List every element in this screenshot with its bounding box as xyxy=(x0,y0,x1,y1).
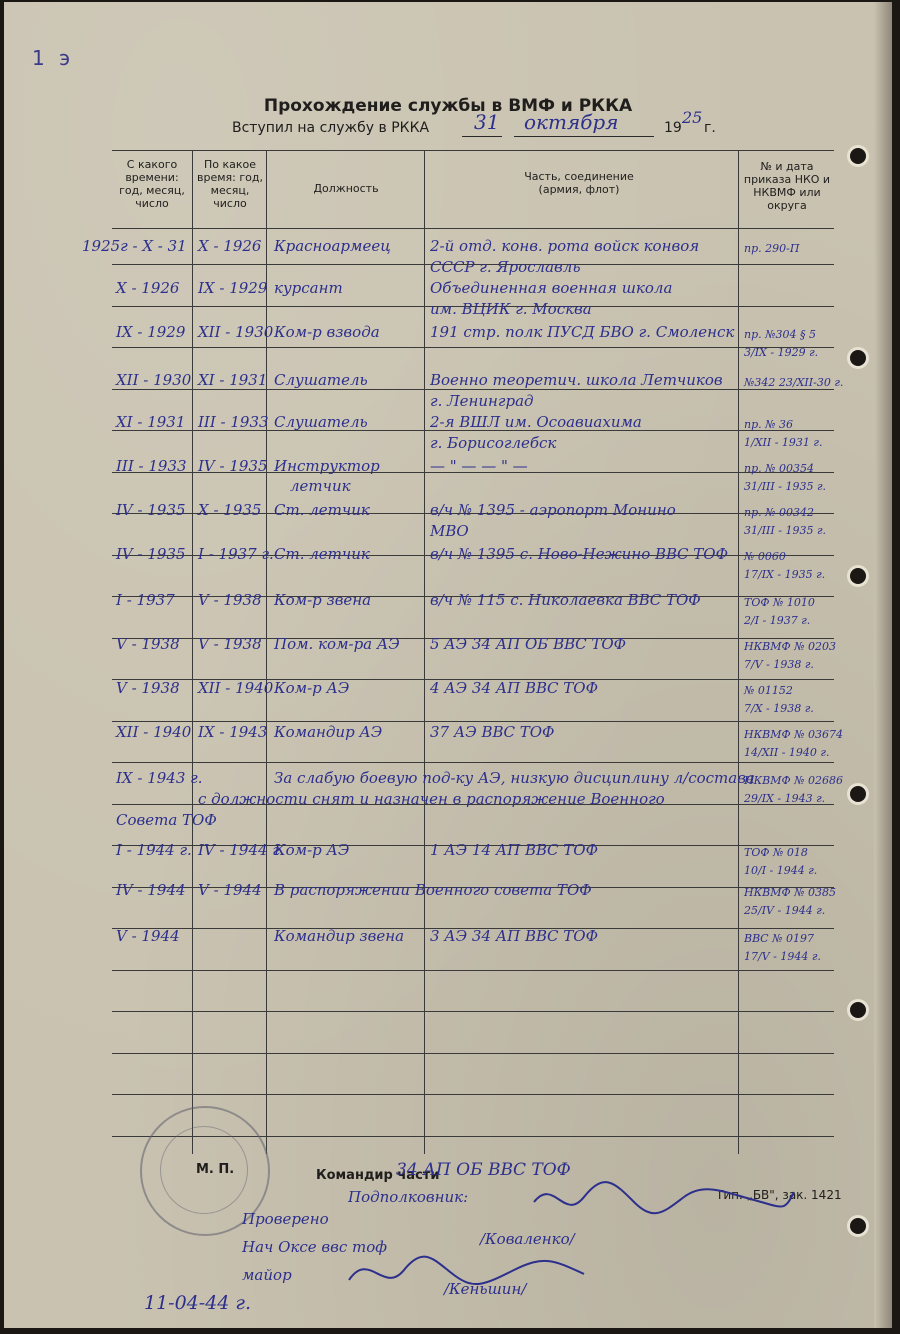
row-position: Ком-р АЭ xyxy=(274,679,350,697)
binder-hole xyxy=(850,1002,866,1018)
row-to: IX - 1943 xyxy=(198,723,268,741)
row-position-cont: Совета ТОФ xyxy=(116,811,217,829)
row-from: XII - 1940 xyxy=(116,723,192,741)
row-order-date: 7/V - 1938 г. xyxy=(744,658,814,671)
row-to: IV - 1944 г. xyxy=(198,841,285,859)
enlist-label: Вступил на службу в РККА xyxy=(232,120,430,136)
binder-hole xyxy=(850,568,866,584)
row-order: ТОФ № 018 xyxy=(744,846,808,859)
enlist-day-underline xyxy=(462,136,502,137)
commander-rank: Подполковник: xyxy=(348,1188,469,1206)
row-order: НКВМФ № 02686 xyxy=(744,774,843,787)
row-from: V - 1938 xyxy=(116,635,180,653)
row-line xyxy=(112,970,834,971)
row-order: № 0060 xyxy=(744,550,786,563)
row-from: IV - 1935 xyxy=(116,501,186,519)
row-line xyxy=(112,1094,834,1095)
row-position: Командир АЭ xyxy=(274,723,383,741)
row-order: ВВС № 0197 xyxy=(744,932,814,945)
commander-signature xyxy=(524,1172,804,1232)
row-unit: — " — — " — xyxy=(430,457,528,475)
row-unit-cont: г. Ленинград xyxy=(430,392,534,410)
commander-unit: 34 АП ОБ ВВС ТОФ xyxy=(396,1160,571,1180)
row-position: Ком-р взвода xyxy=(274,323,380,341)
enlist-year-suffix: г. xyxy=(704,120,716,136)
row-order: пр. № 00342 xyxy=(744,506,815,519)
row-to: V - 1938 xyxy=(198,635,262,653)
row-line xyxy=(112,721,834,722)
enlist-year: 25 xyxy=(682,108,703,127)
row-position: Слушатель xyxy=(274,371,368,389)
row-position: Пом. ком-ра АЭ xyxy=(274,635,400,653)
row-position: Ком-р звена xyxy=(274,591,372,609)
row-to: IV - 1935 xyxy=(198,457,268,475)
row-order-date: 29/IX - 1943 г. xyxy=(744,792,826,805)
row-order-date: 17/V - 1944 г. xyxy=(744,950,821,963)
seal-label: М. П. xyxy=(196,1162,235,1177)
row-unit: в/ч № 1395 с. Ново-Нежино ВВС ТОФ xyxy=(430,545,729,563)
row-to: III - 1933 xyxy=(198,413,269,431)
row-from: XII - 1930 xyxy=(116,371,192,389)
row-from: 1925г - X - 31 xyxy=(82,237,187,255)
row-to: X - 1935 xyxy=(198,501,262,519)
row-unit: 4 АЭ 34 АП ВВС ТОФ xyxy=(430,679,599,697)
row-line xyxy=(112,1053,834,1054)
row-order-date: 14/XII - 1940 г. xyxy=(744,746,830,759)
row-order-date: 7/X - 1938 г. xyxy=(744,702,814,715)
check-date: 11-04-44 г. xyxy=(144,1292,252,1314)
checked-note-3: майор xyxy=(242,1266,292,1284)
row-order: № 01152 xyxy=(744,684,793,697)
row-line xyxy=(112,1011,834,1012)
row-position-cont: летчик xyxy=(290,477,351,495)
binder-hole xyxy=(850,350,866,366)
row-order: НКВМФ № 0385 xyxy=(744,886,836,899)
row-from: III - 1933 xyxy=(116,457,187,475)
row-order: НКВМФ № 03674 xyxy=(744,728,843,741)
enlist-month: октября xyxy=(524,110,619,134)
corner-mark: 1 э xyxy=(32,46,75,70)
row-unit: 2-й отд. конв. рота войск конвоя xyxy=(430,237,700,255)
row-position: курсант xyxy=(274,279,343,297)
row-unit: в/ч № 1395 - аэропорт Монино xyxy=(430,501,676,519)
row-unit-cont: с должности снят и назначен в распоряжение Военного xyxy=(198,790,665,808)
checker-name-1: /Коваленко/ xyxy=(480,1230,575,1248)
row-unit-cont: СССР г. Ярославль xyxy=(430,258,581,276)
column-header-order: № и дата приказа НКО и НКВМФ или округа xyxy=(743,160,831,212)
row-unit: 37 АЭ ВВС ТОФ xyxy=(430,723,555,741)
enlist-day: 31 xyxy=(474,110,500,134)
row-from: I - 1944 г. xyxy=(116,841,192,859)
row-unit-cont: МВО xyxy=(430,522,469,540)
enlist-year-prefix: 19 xyxy=(664,120,682,136)
row-unit-cont: г. Борисоглебск xyxy=(430,434,557,452)
row-order: ТОФ № 1010 xyxy=(744,596,815,609)
row-to: V - 1944 xyxy=(198,881,262,899)
checker-name-2: /Кеньшин/ xyxy=(444,1280,527,1298)
row-unit: 5 АЭ 34 АП ОБ ВВС ТОФ xyxy=(430,635,627,653)
row-position: Красноармеец xyxy=(274,237,391,255)
column-header-unit: Часть, соединение (армия, флот) xyxy=(524,170,634,196)
checked-note-2: Нач Оксе ввс тоф xyxy=(242,1238,388,1256)
row-order: №342 23/XII-30 г. xyxy=(744,376,844,389)
row-order: пр. № 00354 xyxy=(744,462,815,475)
row-position: Ст. летчик xyxy=(274,545,370,563)
row-unit: в/ч № 115 с. Николаевка ВВС ТОФ xyxy=(430,591,701,609)
row-position: За слабую боевую под-ку АЭ, низкую дисциплину л/состава xyxy=(274,769,755,787)
document-title: Прохождение службы в ВМФ и РККА xyxy=(263,96,633,116)
row-from: IX - 1929 xyxy=(116,323,186,341)
table-header-border xyxy=(112,228,834,229)
row-from: X - 1926 xyxy=(116,279,180,297)
row-unit: Военно теоретич. школа Летчиков xyxy=(430,371,723,389)
row-to: XI - 1931 xyxy=(198,371,268,389)
row-position: Командир звена xyxy=(274,927,405,945)
row-position: Ком-р АЭ xyxy=(274,841,350,859)
row-order-date: 10/I - 1944 г. xyxy=(744,864,818,877)
column-header-from: С какого времени: год, месяц, число xyxy=(119,158,185,210)
row-order: пр. № 36 xyxy=(744,418,794,431)
row-order-date: 17/IX - 1935 г. xyxy=(744,568,826,581)
row-position: Инструктор xyxy=(274,457,380,475)
row-order-date: 31/III - 1935 г. xyxy=(744,480,826,493)
row-to: IX - 1929 xyxy=(198,279,268,297)
row-unit-cont: им. ВЦИК г. Москва xyxy=(430,300,592,318)
row-to: XII - 1930 xyxy=(198,323,274,341)
row-unit: 1 АЭ 14 АП ВВС ТОФ xyxy=(430,841,599,859)
row-position: В распоряжении Военного совета ТОФ xyxy=(274,881,592,899)
binder-hole xyxy=(850,786,866,802)
column-divider xyxy=(424,150,425,1154)
row-to: XII - 1940 xyxy=(198,679,274,697)
row-order-date: 31/III - 1935 г. xyxy=(744,524,826,537)
row-unit: 3 АЭ 34 АП ВВС ТОФ xyxy=(430,927,599,945)
column-divider xyxy=(192,150,193,1154)
row-order: НКВМФ № 0203 xyxy=(744,640,836,653)
checked-note-1: Проверено xyxy=(242,1210,329,1228)
binder-hole xyxy=(850,148,866,164)
row-to: I - 1937 г. xyxy=(198,545,274,563)
row-from: XI - 1931 xyxy=(116,413,186,431)
row-from: V - 1938 xyxy=(116,679,180,697)
column-divider xyxy=(738,150,739,1154)
enlist-month-underline xyxy=(514,136,654,137)
row-order-date: 25/IV - 1944 г. xyxy=(744,904,826,917)
row-order: пр. №304 § 5 xyxy=(744,328,817,341)
row-unit: 191 стр. полк ПУСД БВО г. Смоленск xyxy=(430,323,735,341)
row-from: IV - 1935 xyxy=(116,545,186,563)
row-line xyxy=(112,762,834,763)
binder-hole xyxy=(850,1218,866,1234)
enlistment-line xyxy=(232,108,716,136)
row-order-date: 1/XII - 1931 г. xyxy=(744,436,823,449)
table-top-border xyxy=(112,150,834,151)
column-divider xyxy=(266,150,267,1154)
row-from: V - 1944 xyxy=(116,927,180,945)
commander-label: Командир части xyxy=(316,1168,440,1183)
document-page xyxy=(4,2,892,1328)
row-position: Ст. летчик xyxy=(274,501,370,519)
page-edge-shadow xyxy=(874,2,892,1328)
row-position: Слушатель xyxy=(274,413,368,431)
row-from: IX - 1943 г. xyxy=(116,769,203,787)
row-from: IV - 1944 xyxy=(116,881,186,899)
row-from: I - 1937 xyxy=(116,591,175,609)
print-info: Тип. „БВ", зак. 1421 xyxy=(716,1188,842,1202)
row-order-date: 2/I - 1937 г. xyxy=(744,614,811,627)
column-header-position: Должность xyxy=(313,182,379,195)
row-unit: Объединенная военная школа xyxy=(430,279,673,297)
row-unit: 2-я ВШЛ им. Осоавиахима xyxy=(430,413,642,431)
row-to: V - 1938 xyxy=(198,591,262,609)
row-order: пр. 290-П xyxy=(744,242,800,255)
row-order-date: 3/IX - 1929 г. xyxy=(744,346,819,359)
column-header-to: По какое время: год, месяц, число xyxy=(197,158,263,210)
checker-signature xyxy=(344,1240,594,1300)
row-to: X - 1926 xyxy=(198,237,262,255)
row-line xyxy=(112,347,834,348)
